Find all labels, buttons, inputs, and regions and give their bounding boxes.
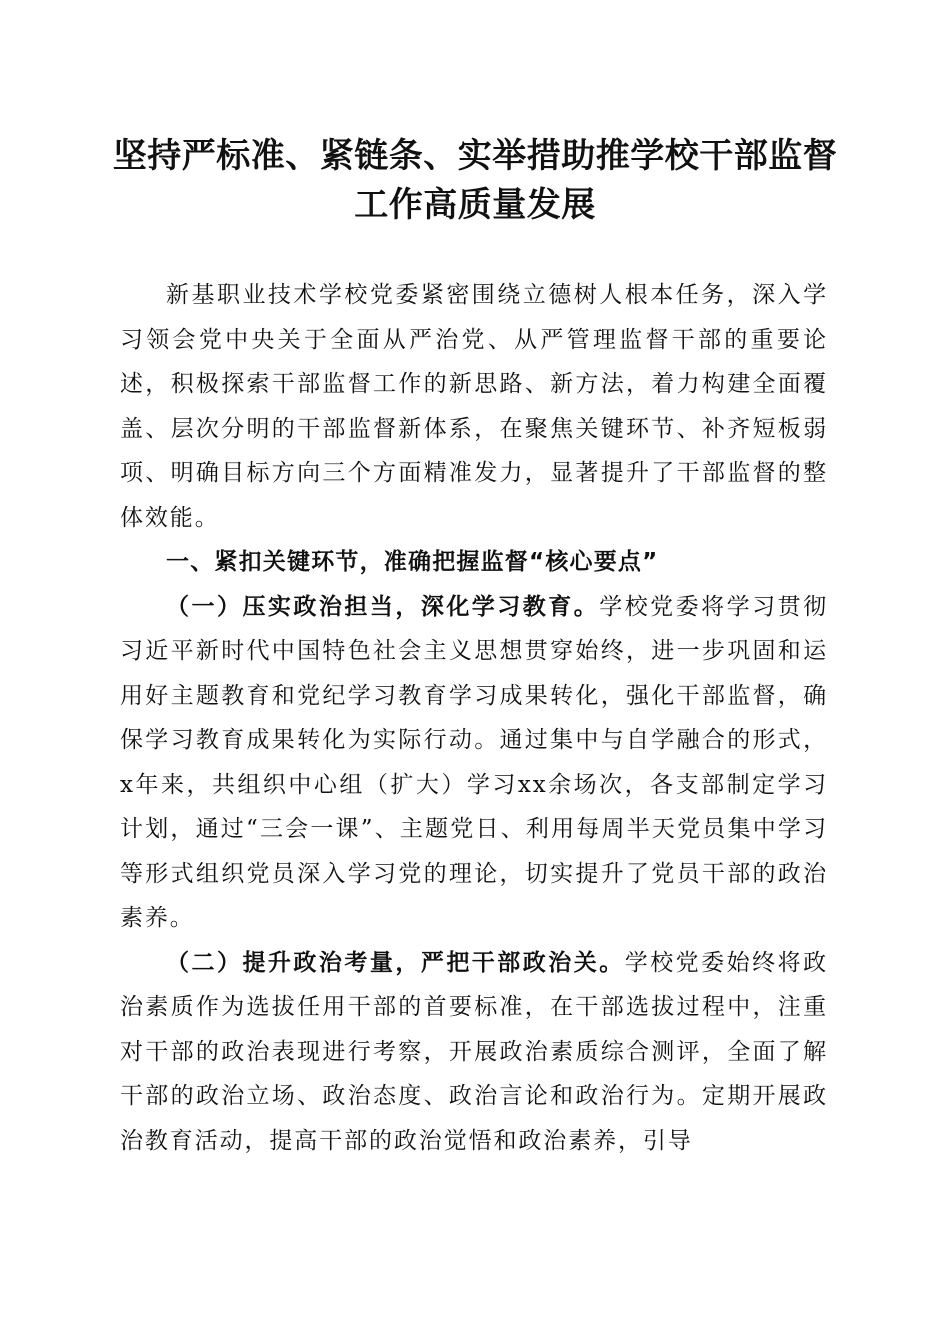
intro-paragraph: 新基职业技术学校党委紧密围绕立德树人根本任务，深入学习领会党中央关于全面从严治党、从严管理监督干部的重要论述，积极探索干部监督工作的新思路、新方法，着力构建全面覆盖、层次分明的干部监督新体系，在聚焦关键环节、补齐短板弱项、明确目标方向三个方面精准发力，显著提升了干部监督的整体效能。 — [120, 282, 828, 531]
item-2-paragraph — [120, 941, 828, 1164]
item-1-paragraph — [120, 585, 828, 941]
item-1-body: 学校党委将学习贯彻习近平新时代中国特色社会主义思想贯穿始终，进一步巩固和运用好主题教育和党纪学习教育学习成果转化，强化干部监督，确保学习教育成果转化为实际行动。通过集中与自学融合的形式，x年来，共组织中心组（扩大）学习xx余场次，各支部制定学习计划，通过“三会一课”、主题党日、利用每周半天党员集中学习等形式组织党员深入学习党的理论，切实提升了党员干部的政治素养。 — [120, 593, 828, 931]
item-1-lead: （一）压实政治担当，深化学习教育。 — [166, 592, 600, 620]
section-heading-1: 一、紧扣关键环节，准确把握监督“核心要点” — [166, 549, 659, 575]
item-2-lead: （二）提升政治考量，严把干部政治关。 — [166, 948, 625, 976]
document-body — [120, 273, 828, 1163]
document-title: 坚持严标准、紧链条、实举措助推学校干部监督工作高质量发展 — [112, 136, 838, 225]
item-2-body: 学校党委始终将政治素质作为选拔任用干部的首要标准，在干部选拔过程中，注重对干部的政治表现进行考察，开展政治素质综合测评，全面了解干部的政治立场、政治态度、政治言论和政治行为。定期开展政治教育活动，提高干部的政治觉悟和政治素养，引导 — [120, 949, 829, 1154]
